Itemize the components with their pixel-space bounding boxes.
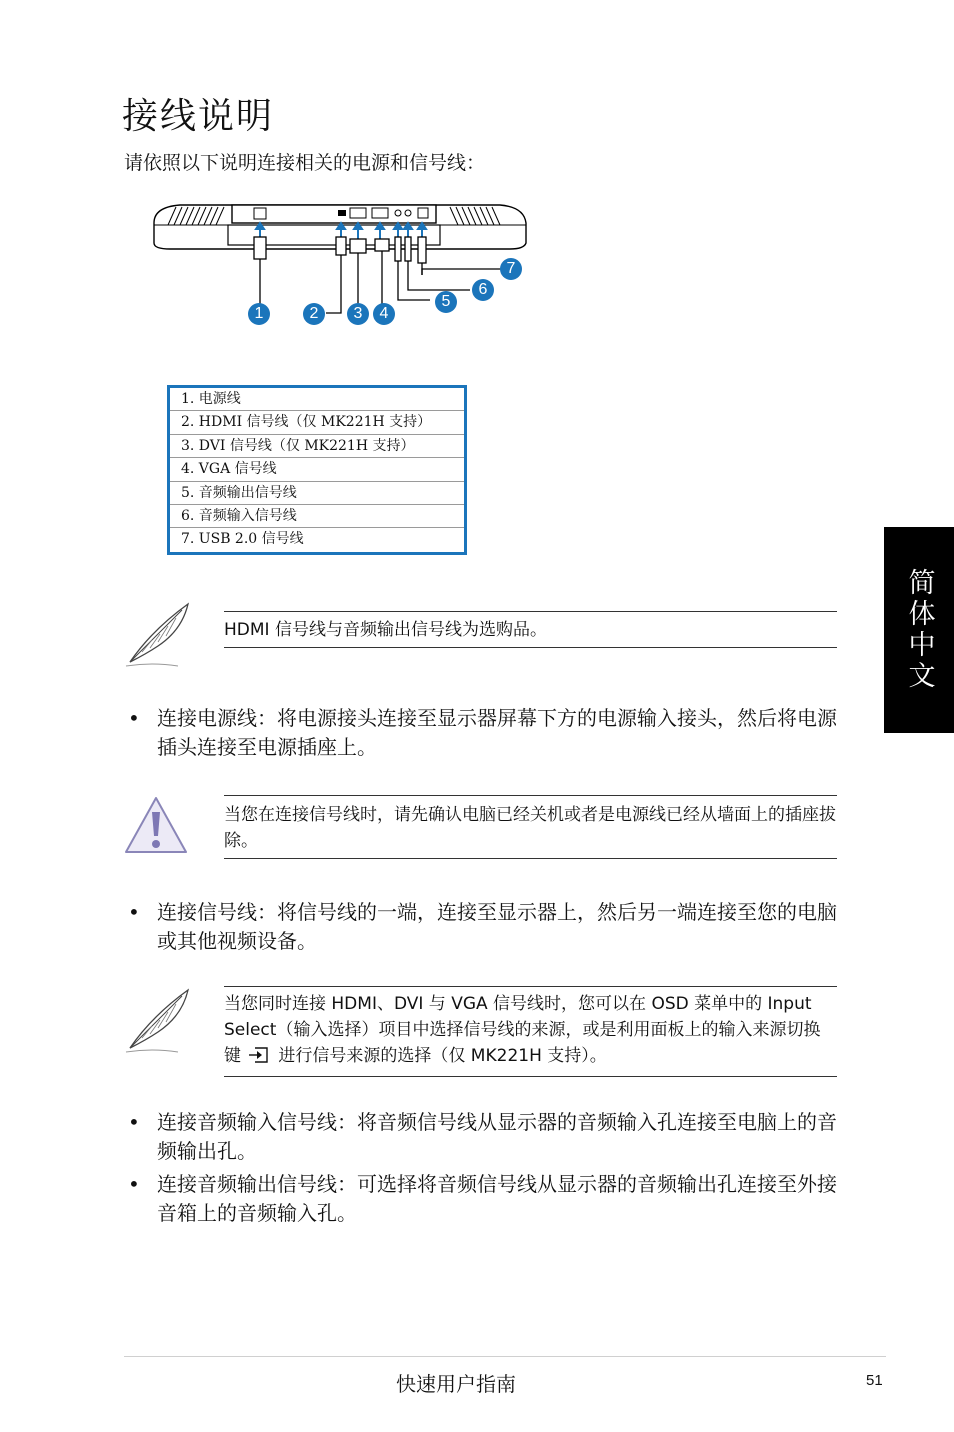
page-number: 51 xyxy=(866,1372,883,1389)
legend-row: 5. 音频输出信号线 xyxy=(170,482,464,505)
page-title: 接线说明 xyxy=(122,96,275,137)
bullet-marker: • xyxy=(128,706,140,730)
callout-2: 2 xyxy=(303,303,325,325)
callout-5: 5 xyxy=(435,291,457,313)
callout-6: 6 xyxy=(472,279,494,301)
bullet-text: 连接电源线：将电源接头连接至显示器屏幕下方的电源输入接头，然后将电源插头连接至电源插座上。 xyxy=(157,706,837,759)
legend-row: 4. VGA 信号线 xyxy=(170,458,464,481)
bullet-audio-out xyxy=(128,1170,840,1228)
legend-row: 2. HDMI 信号线（仅 MK221H 支持） xyxy=(170,411,464,434)
cable-legend-table xyxy=(167,385,467,555)
legend-row: 6. 音频输入信号线 xyxy=(170,505,464,528)
footer-divider xyxy=(124,1356,886,1357)
callout-1: 1 xyxy=(248,303,270,325)
bullet-text: 连接音频输入信号线：将音频信号线从显示器的音频输入孔连接至电脑上的音频输出孔。 xyxy=(157,1110,837,1163)
legend-row: 1. 电源线 xyxy=(170,388,464,411)
callout-4: 4 xyxy=(373,303,395,325)
callout-7: 7 xyxy=(500,258,522,280)
connection-diagram xyxy=(150,195,530,335)
language-tab xyxy=(884,527,954,733)
feather-note-icon xyxy=(122,986,192,1056)
bullet-marker: • xyxy=(128,900,140,924)
footer-title: 快速用户指南 xyxy=(396,1372,516,1396)
warning-power-off xyxy=(224,795,837,859)
note-text: 当您同时连接 HDMI、DVI 与 VGA 信号线时，您可以在 OSD 菜单中的 Input Select（输入选择）项目中选择信号线的来源，或是利用面板上的输入来源切换键 xyxy=(224,994,821,1066)
feather-note-icon xyxy=(122,600,192,670)
legend-row: 3. DVI 信号线（仅 MK221H 支持） xyxy=(170,435,464,458)
bullet-marker: • xyxy=(128,1110,140,1134)
bullet-text: 连接音频输出信号线：可选择将音频信号线从显示器的音频输出孔连接至外接音箱上的音频输入孔。 xyxy=(157,1172,837,1225)
note-optional-cables xyxy=(224,611,837,648)
input-source-icon xyxy=(247,1046,273,1064)
bullet-text: 连接信号线：将信号线的一端，连接至显示器上，然后另一端连接至您的电脑或其他视频设备。 xyxy=(157,900,837,953)
note-text: 进行信号来源的选择（仅 MK221H 支持）。 xyxy=(273,1046,607,1066)
callout-3: 3 xyxy=(347,303,369,325)
warning-icon xyxy=(122,794,190,858)
monitor-rear-illustration xyxy=(150,195,530,335)
bullet-audio-in xyxy=(128,1108,840,1166)
bullet-signal-cable xyxy=(128,898,840,956)
language-tab-label: 简体中文 xyxy=(903,568,935,692)
warning-text: 当您在连接信号线时，请先确认电脑已经关机或者是电源线已经从墙面上的插座拔除。 xyxy=(224,805,836,851)
bullet-marker: • xyxy=(128,1172,140,1196)
intro-text: 请依照以下说明连接相关的电源和信号线： xyxy=(124,152,486,174)
bullet-power-cable xyxy=(128,704,840,762)
legend-row: 7. USB 2.0 信号线 xyxy=(181,531,304,548)
note-text: HDMI 信号线与音频输出信号线为选购品。 xyxy=(224,620,547,640)
note-input-select xyxy=(224,986,837,1077)
